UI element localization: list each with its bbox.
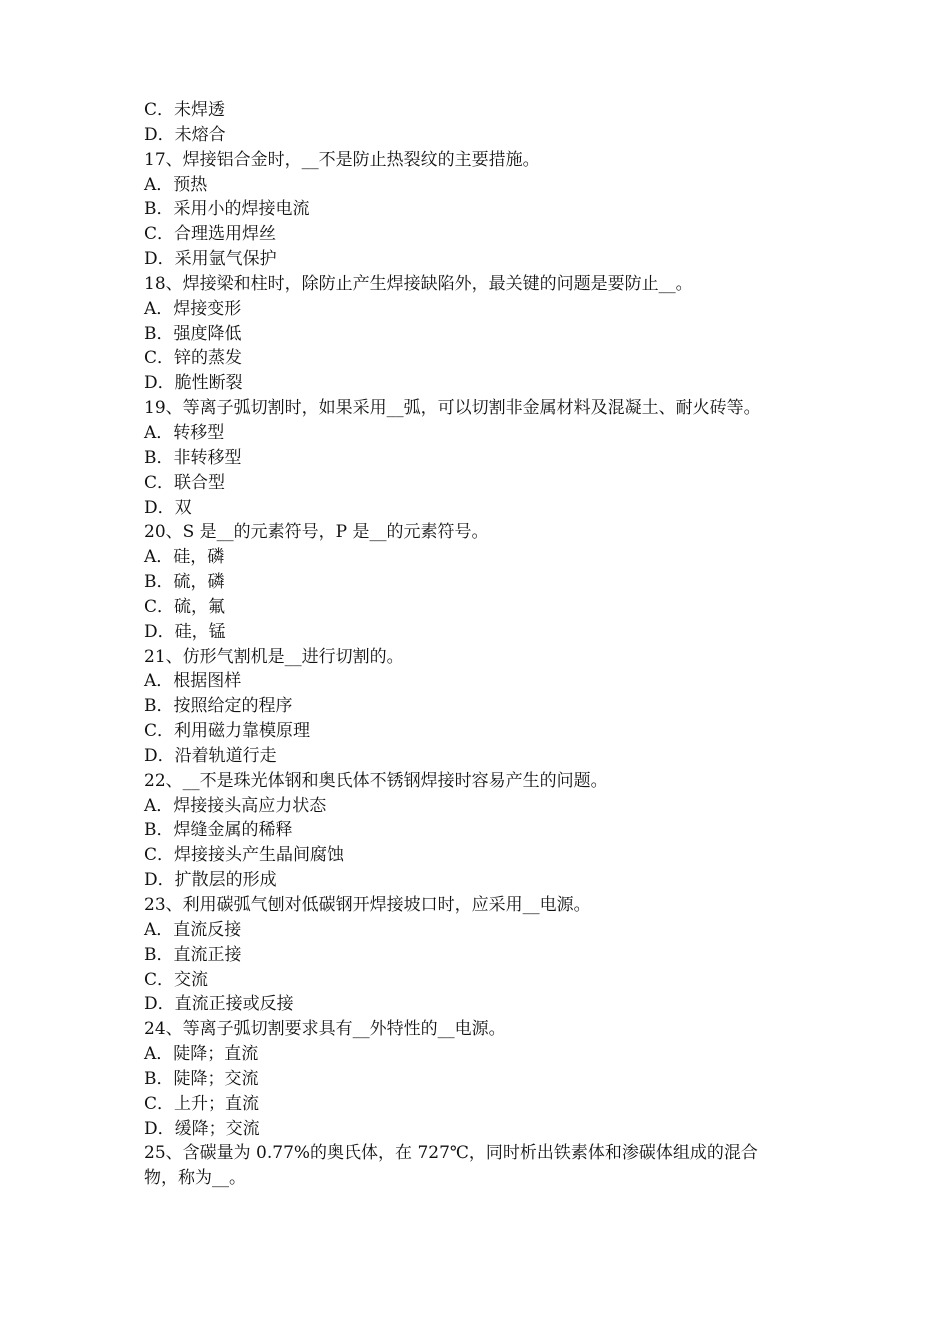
- answer-option: D．直流正接或反接: [144, 994, 294, 1015]
- question-text: 18、焊接梁和柱时，除防止产生焊接缺陷外，最关键的问题是要防止__。: [144, 273, 693, 294]
- answer-option: A．焊接接头高应力状态: [144, 795, 327, 816]
- answer-option: D．脆性断裂: [144, 373, 243, 394]
- answer-option: C．硫，氟: [144, 596, 226, 617]
- question-text: 24、等离子弧切割要求具有__外特性的__电源。: [144, 1019, 506, 1040]
- answer-option: C．交流: [144, 969, 209, 990]
- answer-option: B．强度降低: [144, 323, 242, 344]
- answer-option: A．焊接变形: [144, 298, 242, 319]
- answer-option: B．陡降；交流: [144, 1068, 259, 1089]
- question-text: 17、焊接铝合金时，__不是防止热裂纹的主要措施。: [144, 149, 540, 170]
- answer-option: A．预热: [144, 174, 208, 195]
- answer-option: D．扩散层的形成: [144, 870, 277, 891]
- question-text: 20、S 是__的元素符号，P 是__的元素符号。: [144, 522, 489, 543]
- answer-option: D．未熔合: [144, 124, 226, 145]
- answer-option: C．锌的蒸发: [144, 348, 243, 369]
- answer-option: C．利用磁力靠模原理: [144, 721, 311, 742]
- question-text: 21、仿形气割机是__进行切割的。: [144, 646, 404, 667]
- answer-option: C．联合型: [144, 472, 226, 493]
- answer-option: A．硅，磷: [144, 547, 225, 568]
- answer-option: C．上升；直流: [144, 1093, 260, 1114]
- answer-option: D．双: [144, 497, 192, 518]
- question-text: 22、__不是珠光体钢和奥氏体不锈钢焊接时容易产生的问题。: [144, 770, 608, 791]
- answer-option: D．采用氩气保护: [144, 249, 277, 270]
- question-list: [144, 98, 824, 1191]
- answer-option: A．根据图样: [144, 671, 242, 692]
- question-text: 19、等离子弧切割时，如果采用__弧，可以切割非金属材料及混凝土、耐火砖等。: [144, 398, 761, 419]
- question-text-continued: 物，称为__。: [144, 1168, 246, 1189]
- answer-option: B．非转移型: [144, 447, 242, 468]
- answer-option: C．焊接接头产生晶间腐蚀: [144, 845, 345, 866]
- answer-option: B．硫，磷: [144, 572, 225, 593]
- answer-option: C．合理选用焊丝: [144, 224, 277, 245]
- answer-option: A．陡降；直流: [144, 1044, 259, 1065]
- answer-option: B．直流正接: [144, 944, 242, 965]
- answer-option: C．未焊透: [144, 100, 226, 120]
- question-text: 25、含碳量为 0.77%的奥氏体，在 727℃，同时析出铁素体和渗碳体组成的混合: [144, 1143, 758, 1164]
- answer-option: A．直流反接: [144, 919, 242, 940]
- answer-option: D．缓降；交流: [144, 1118, 260, 1139]
- answer-option: A．转移型: [144, 422, 225, 443]
- answer-option: B．采用小的焊接电流: [144, 199, 310, 220]
- answer-option: D．硅，锰: [144, 621, 226, 642]
- answer-option: B．按照给定的程序: [144, 696, 293, 717]
- answer-option: D．沿着轨道行走: [144, 745, 277, 766]
- question-text: 23、利用碳弧气刨对低碳钢开焊接坡口时，应采用__电源。: [144, 895, 591, 915]
- answer-option: B．焊缝金属的稀释: [144, 820, 293, 841]
